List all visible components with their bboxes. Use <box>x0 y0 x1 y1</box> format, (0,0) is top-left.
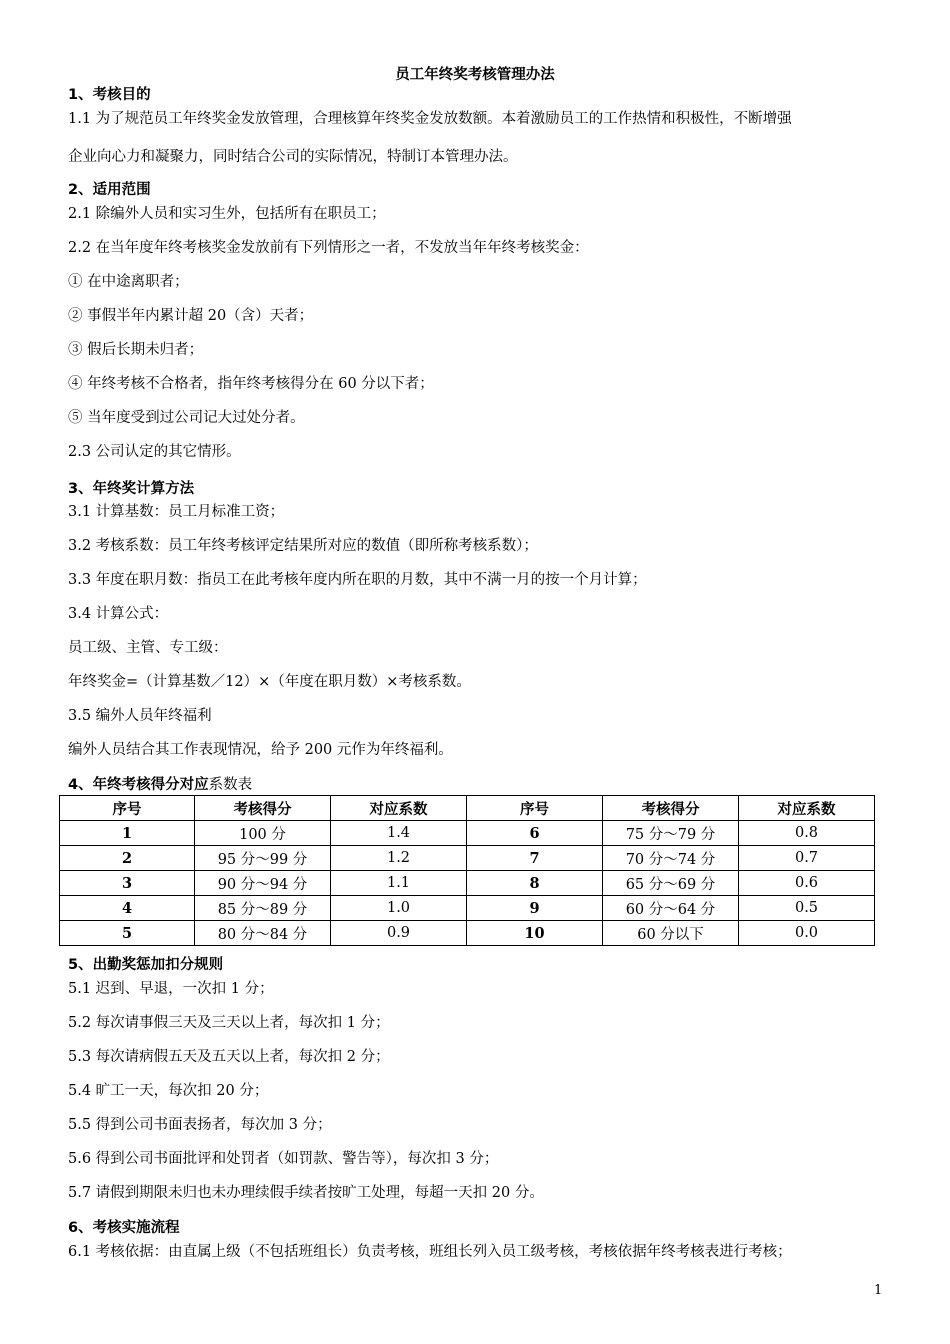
paragraph-1-1-line-2: 企业向心力和凝聚力，同时结合公司的实际情况，特制订本管理办法。 <box>68 149 518 165</box>
table-cell: 90 分～94 分 <box>195 871 331 896</box>
table-cell: 0.8 <box>739 821 875 846</box>
table-row <box>60 871 875 896</box>
table-cell: 0.0 <box>739 921 875 946</box>
paragraph-staff-levels: 员工级、主管、专工级： <box>68 640 228 656</box>
table-header-cell: 考核得分 <box>603 796 739 821</box>
paragraph-formula: 年终奖金=（计算基数／12）×（年度在职月数）×考核系数。 <box>68 674 471 690</box>
table-cell: 0.7 <box>739 846 875 871</box>
table-cell: 4 <box>60 896 195 921</box>
section-4-heading <box>68 773 252 794</box>
paragraph-2-1: 2.1 除编外人员和实习生外，包括所有在职员工； <box>68 206 386 222</box>
table-header-cell: 对应系数 <box>331 796 467 821</box>
table-cell: 0.5 <box>739 896 875 921</box>
paragraph-5-5: 5.5 得到公司书面表扬者，每次加 3 分； <box>68 1117 332 1133</box>
paragraph-3-4: 3.4 计算公式： <box>68 606 169 622</box>
table-cell: 2 <box>60 846 195 871</box>
table-row <box>60 821 875 846</box>
table-cell: 60 分～64 分 <box>603 896 739 921</box>
section-2-heading: 2、适用范围 <box>68 182 151 198</box>
paragraph-5-7: 5.7 请假到期限未归也未办理续假手续者按旷工处理，每超一天扣 20 分。 <box>68 1185 544 1201</box>
table-cell: 10 <box>467 921 603 946</box>
table-cell: 1.4 <box>331 821 467 846</box>
paragraph-3-2: 3.2 考核系数：员工年终考核评定结果所对应的数值（即所称考核系数）； <box>68 538 538 554</box>
coefficient-table <box>59 795 875 946</box>
section-6-heading: 6、考核实施流程 <box>68 1220 180 1236</box>
paragraph-6-1: 6.1 考核依据：由直属上级（不包括班组长）负责考核，班组长列入员工级考核，考核依据年终考核表进行考核； <box>68 1244 792 1260</box>
section-1-heading: 1、考核目的 <box>68 87 151 103</box>
table-header-row <box>60 796 875 821</box>
section-4-heading-bold: 4、年终考核得分对应 <box>68 777 209 793</box>
table-cell: 0.9 <box>331 921 467 946</box>
table-cell: 3 <box>60 871 195 896</box>
paragraph-5-4: 5.4 旷工一天，每次扣 20 分； <box>68 1083 269 1099</box>
document-title: 员工年终奖考核管理办法 <box>395 67 555 83</box>
table-cell: 9 <box>467 896 603 921</box>
table-cell: 100 分 <box>195 821 331 846</box>
list-item: ① 在中途离职者； <box>68 274 189 290</box>
table-header-cell: 对应系数 <box>739 796 875 821</box>
list-item: ③ 假后长期未归者； <box>68 342 204 358</box>
table-cell: 85 分～89 分 <box>195 896 331 921</box>
table-cell: 7 <box>467 846 603 871</box>
paragraph-5-3: 5.3 每次请病假五天及五天以上者，每次扣 2 分； <box>68 1049 390 1065</box>
table-row <box>60 921 875 946</box>
table-cell: 1.2 <box>331 846 467 871</box>
table-cell: 1.1 <box>331 871 467 896</box>
table-cell: 1 <box>60 821 195 846</box>
list-item: ⑤ 当年度受到过公司记大过处分者。 <box>68 410 305 426</box>
paragraph-5-6: 5.6 得到公司书面批评和处罚者（如罚款、警告等），每次扣 3 分； <box>68 1151 499 1167</box>
table-header-cell: 序号 <box>467 796 603 821</box>
table-cell: 0.6 <box>739 871 875 896</box>
paragraph-2-2: 2.2 在当年度年终考核奖金发放前有下列情形之一者，不发放当年年终考核奖金： <box>68 240 589 256</box>
table-cell: 5 <box>60 921 195 946</box>
list-item: ④ 年终考核不合格者，指年终考核得分在 60 分以下者； <box>68 376 434 392</box>
table-cell: 8 <box>467 871 603 896</box>
paragraph-3-1: 3.1 计算基数：员工月标准工资； <box>68 504 285 520</box>
table-header-cell: 序号 <box>60 796 195 821</box>
paragraph-2-3: 2.3 公司认定的其它情形。 <box>68 444 241 460</box>
paragraph-3-5: 3.5 编外人员年终福利 <box>68 708 212 724</box>
table-row <box>60 896 875 921</box>
table-header-cell: 考核得分 <box>195 796 331 821</box>
list-item: ② 事假半年内累计超 20（含）天者； <box>68 308 314 324</box>
paragraph-1-1-line-1: 1.1 为了规范员工年终奖金发放管理，合理核算年终奖金发放数额。本着激励员工的工作热情和积极性，不断增强 <box>68 111 792 127</box>
section-5-heading: 5、出勤奖惩加扣分规则 <box>68 957 224 973</box>
table-cell: 70 分～74 分 <box>603 846 739 871</box>
table-cell: 95 分～99 分 <box>195 846 331 871</box>
table-cell: 75 分～79 分 <box>603 821 739 846</box>
table-cell: 65 分～69 分 <box>603 871 739 896</box>
table-row <box>60 846 875 871</box>
paragraph-5-2: 5.2 每次请事假三天及三天以上者，每次扣 1 分； <box>68 1015 390 1031</box>
table-cell: 6 <box>467 821 603 846</box>
paragraph-3-3: 3.3 年度在职月数：指员工在此考核年度内所在职的月数，其中不满一月的按一个月计算； <box>68 572 647 588</box>
table-cell: 1.0 <box>331 896 467 921</box>
paragraph-3-5-detail: 编外人员结合其工作表现情况，给予 200 元作为年终福利。 <box>68 742 453 758</box>
section-4-heading-rest: 系数表 <box>208 777 253 793</box>
table-cell: 60 分以下 <box>603 921 739 946</box>
paragraph-5-1: 5.1 迟到、早退，一次扣 1 分； <box>68 981 274 997</box>
table-cell: 80 分～84 分 <box>195 921 331 946</box>
page-number: 1 <box>874 1283 883 1298</box>
section-3-heading: 3、年终奖计算方法 <box>68 481 195 497</box>
